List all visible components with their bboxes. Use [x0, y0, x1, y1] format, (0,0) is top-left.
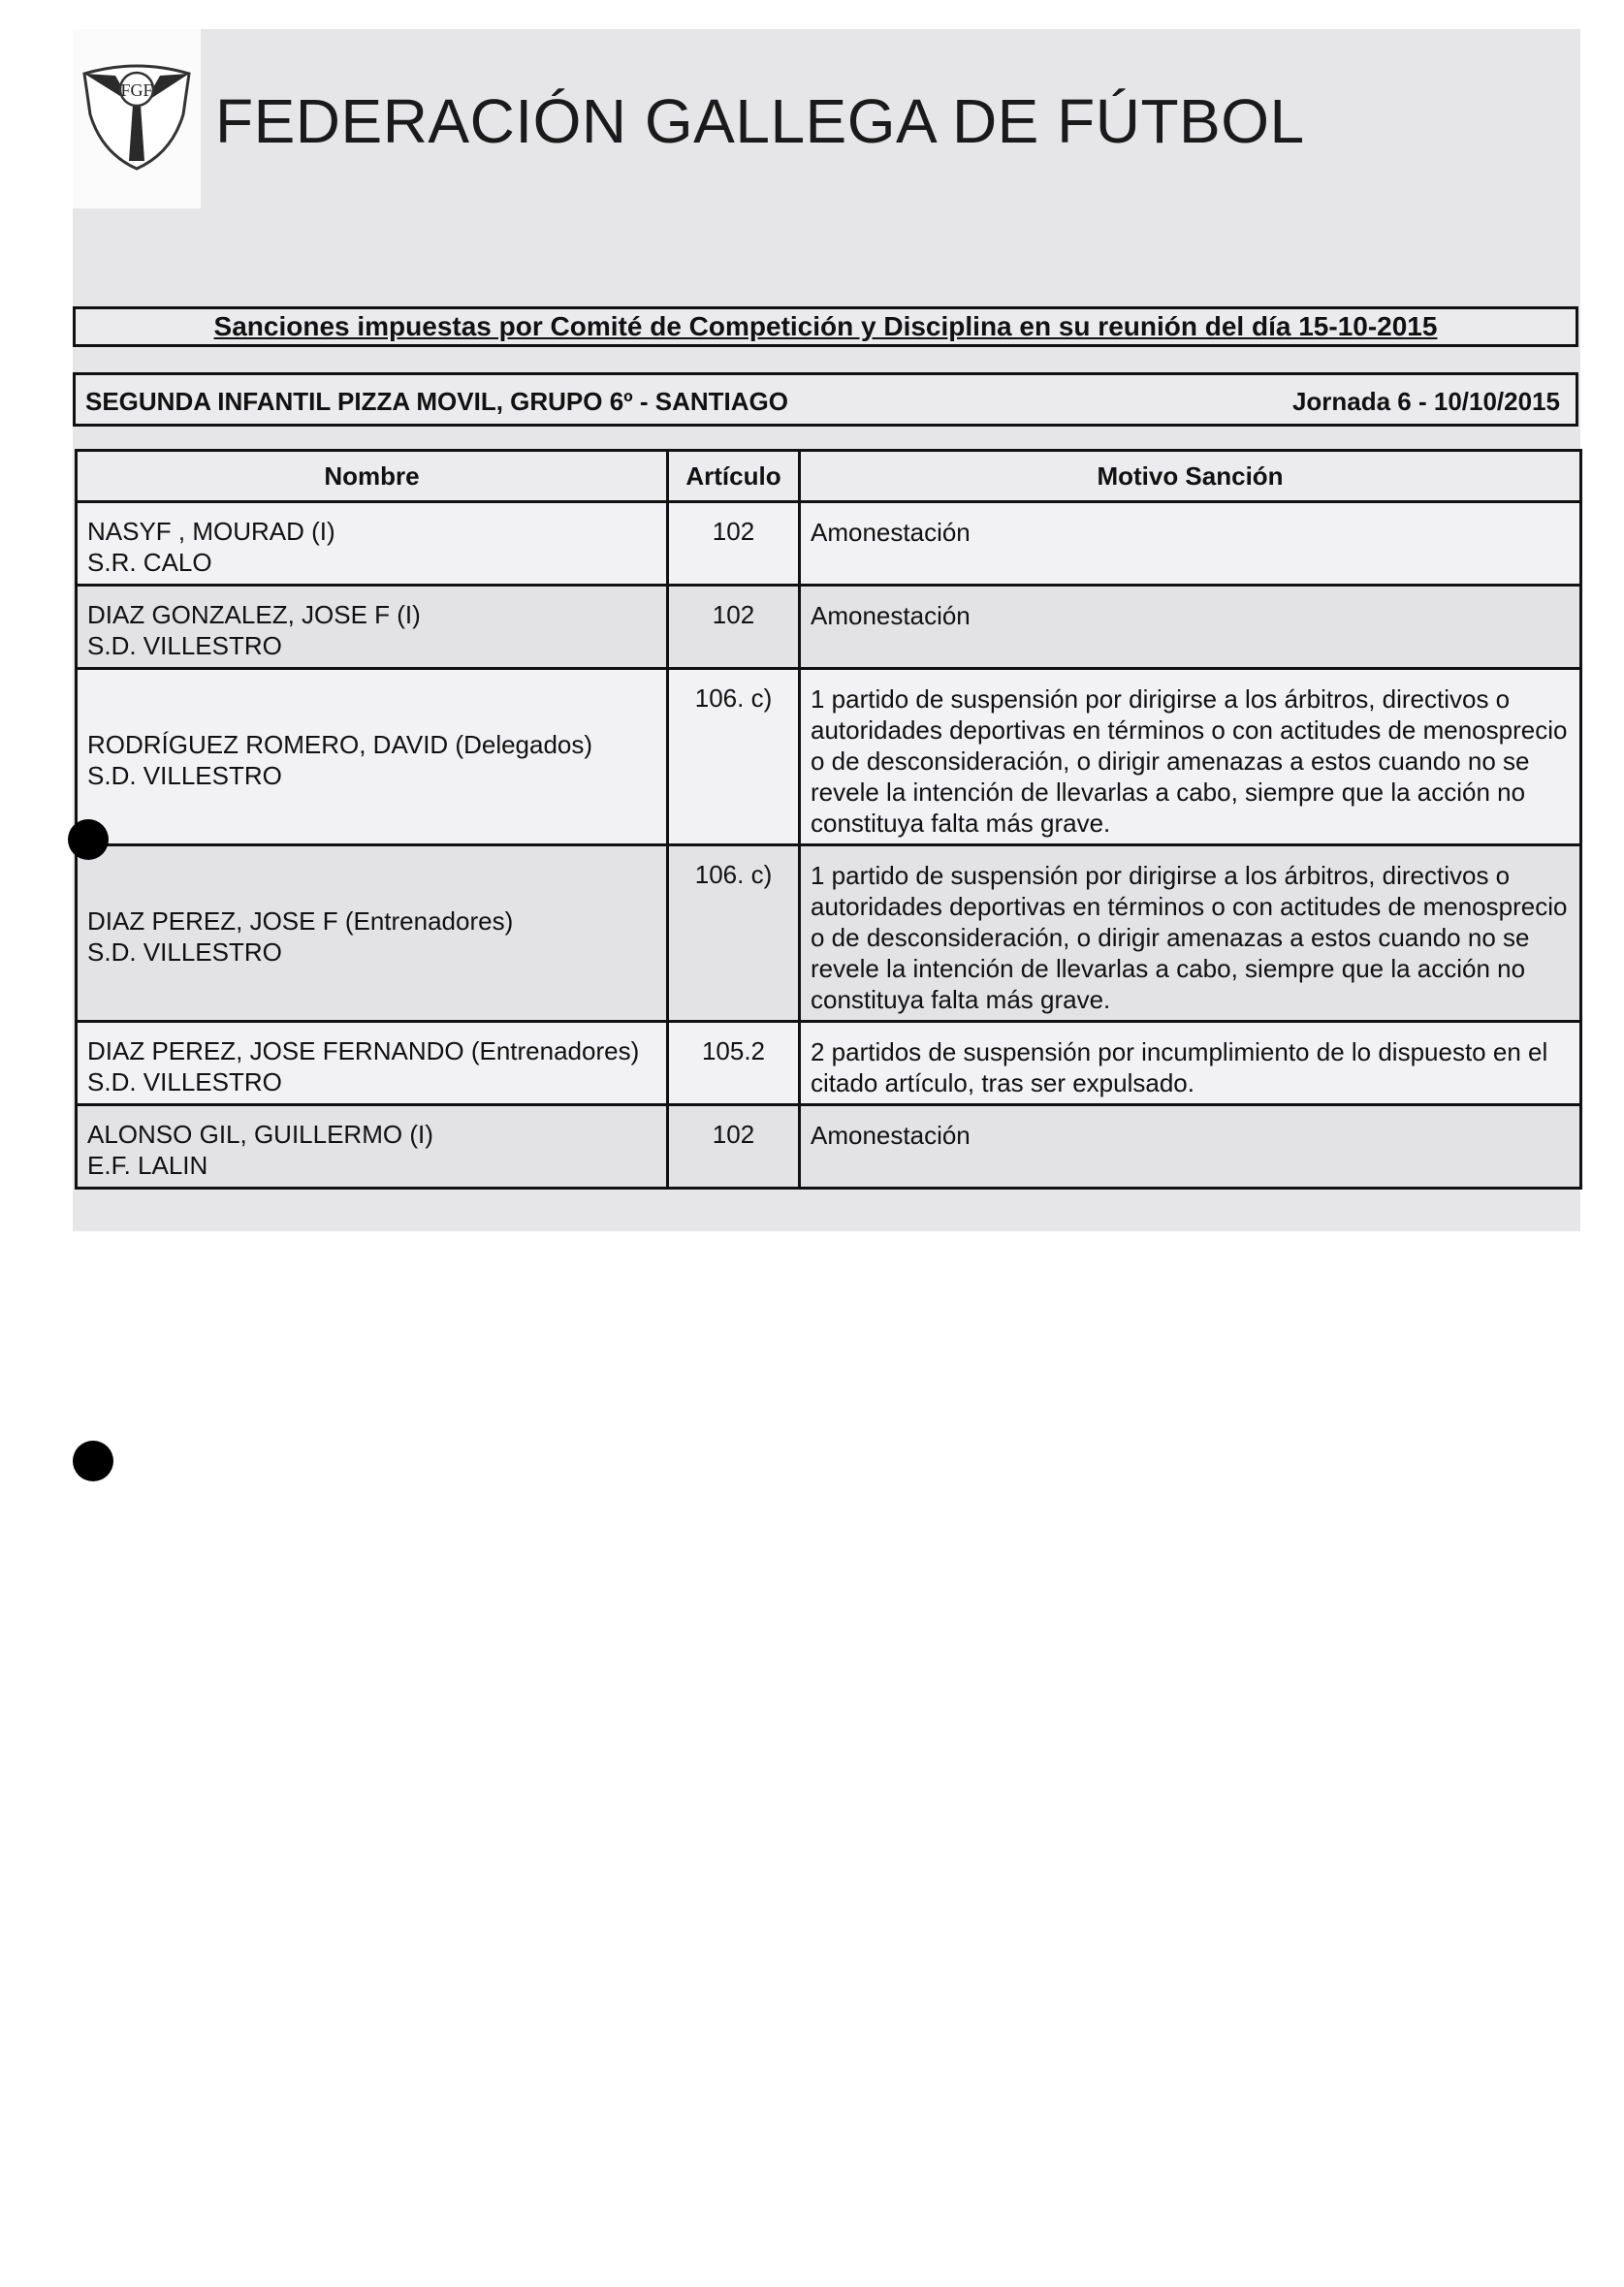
jornada-date: Jornada 6 - 10/10/2015: [1291, 387, 1560, 416]
player-name: DIAZ GONZALEZ, JOSE F (I): [87, 599, 421, 629]
table-row: [77, 845, 1581, 1022]
player-name: ALONSO GIL, GUILLERMO (I): [87, 1119, 433, 1149]
player-cell: [77, 586, 668, 669]
club-name: E.F. LALIN: [87, 1150, 208, 1180]
club-name: S.R. CALO: [87, 547, 212, 577]
punch-hole-dot: [68, 819, 109, 860]
player-cell: [77, 502, 668, 586]
reason-cell: Amonestación: [800, 502, 1581, 586]
club-name: S.D. VILLESTRO: [87, 937, 282, 967]
table-row: [77, 1105, 1581, 1189]
group-header: [73, 372, 1578, 427]
column-header-motivo: Motivo Sanción: [800, 451, 1581, 502]
sanctions-table: [75, 449, 1582, 1190]
reason-cell: 1 partido de suspensión por dirigirse a los árbitros, directivos o autoridades deportivas en términos o con actitudes de menosprecio o de desconsideración, o dirigir amenazas a estos cuando no se revele la intención de llevarlas a cabo, siempre que la acción no constituya falta más grave.: [800, 845, 1581, 1022]
article-cell: 102: [668, 1105, 800, 1189]
session-title: Sanciones impuestas por Comité de Competición y Disciplina en su reunión del día 15-10-2015: [73, 306, 1578, 347]
article-cell: 106. c): [668, 845, 800, 1022]
column-header-nombre: Nombre: [77, 451, 668, 502]
shield-crest-icon: [77, 56, 197, 173]
table-row: [77, 586, 1581, 669]
player-cell: [77, 669, 668, 845]
group-name: SEGUNDA INFANTIL PIZZA MOVIL, GRUPO 6º - SANTIAGO: [85, 387, 789, 416]
article-cell: 106. c): [668, 669, 800, 845]
table-row: [77, 669, 1581, 845]
player-cell: [77, 1105, 668, 1189]
article-cell: 102: [668, 586, 800, 669]
federation-logo: [73, 29, 201, 208]
player-cell: [77, 845, 668, 1022]
svg-text:FGF: FGF: [120, 80, 153, 100]
table-row: [77, 502, 1581, 586]
player-name: NASYF , MOURAD (I): [87, 516, 335, 546]
reason-cell: 1 partido de suspensión por dirigirse a los árbitros, directivos o autoridades deportivas en términos o con actitudes de menosprecio o de desconsideración, o dirigir amenazas a estos cuando no se revele la intención de llevarlas a cabo, siempre que la acción no constituya falta más grave.: [800, 669, 1581, 845]
page-title: FEDERACIÓN GALLEGA DE FÚTBOL: [215, 86, 1305, 156]
column-header-articulo: Artículo: [668, 451, 800, 502]
table-header-row: [77, 451, 1581, 502]
punch-hole-dot: [73, 1441, 113, 1481]
player-cell: [77, 1022, 668, 1105]
player-name: DIAZ PEREZ, JOSE FERNANDO (Entrenadores): [87, 1035, 640, 1065]
article-cell: 105.2: [668, 1022, 800, 1105]
reason-cell: 2 partidos de suspensión por incumplimiento de lo dispuesto en el citado artículo, tras ser expulsado.: [800, 1022, 1581, 1105]
article-cell: 102: [668, 502, 800, 586]
club-name: S.D. VILLESTRO: [87, 630, 282, 660]
player-name: RODRÍGUEZ ROMERO, DAVID (Delegados): [87, 729, 593, 759]
club-name: S.D. VILLESTRO: [87, 1066, 282, 1096]
player-name: DIAZ PEREZ, JOSE F (Entrenadores): [87, 905, 514, 936]
reason-cell: Amonestación: [800, 1105, 1581, 1189]
club-name: S.D. VILLESTRO: [87, 760, 282, 790]
table-row: [77, 1022, 1581, 1105]
reason-cell: Amonestación: [800, 586, 1581, 669]
